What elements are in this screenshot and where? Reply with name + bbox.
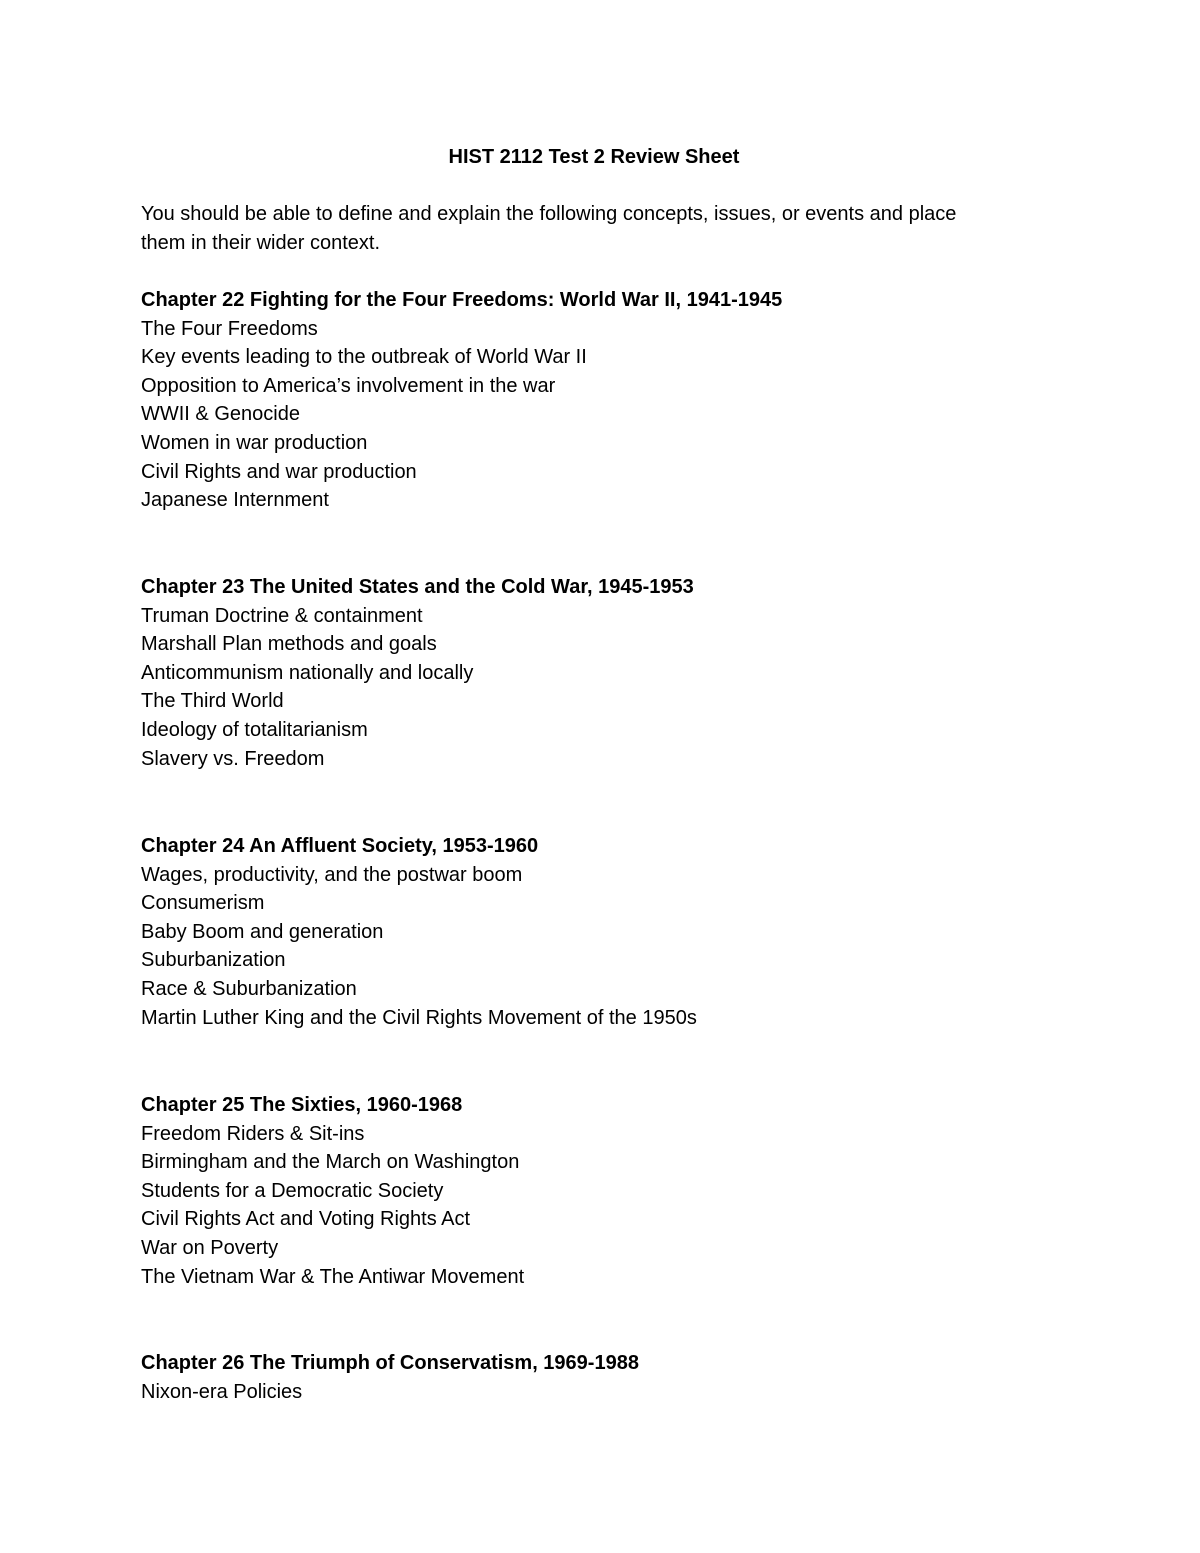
- list-item: Race & Suburbanization: [141, 977, 357, 1000]
- list-item: Women in war production: [141, 431, 368, 454]
- list-item: Martin Luther King and the Civil Rights Movement of the 1950s: [141, 1006, 697, 1029]
- chapter-26-section: [141, 1349, 1041, 1406]
- list-item: Marshall Plan methods and goals: [141, 633, 437, 656]
- chapter-heading: Chapter 24 An Affluent Society, 1953-1960: [141, 835, 539, 857]
- list-item: The Vietnam War & The Antiwar Movement: [141, 1265, 525, 1288]
- list-item: Japanese Internment: [141, 489, 329, 512]
- list-item: Freedom Riders & Sit-ins: [141, 1122, 365, 1145]
- list-item: Consumerism: [141, 892, 265, 915]
- list-item: Ideology of totalitarianism: [141, 718, 368, 741]
- list-item: Slavery vs. Freedom: [141, 747, 325, 770]
- chapter-25-section: [141, 1091, 1041, 1291]
- chapter-22-section: [141, 286, 1041, 515]
- list-item: Students for a Democratic Society: [141, 1179, 444, 1202]
- list-item: The Third World: [141, 690, 284, 713]
- chapter-23-section: [141, 573, 1041, 773]
- list-item: War on Poverty: [141, 1236, 279, 1259]
- intro-line: You should be able to define and explain the following concepts, issues, or events and place: [141, 203, 957, 225]
- chapter-heading: Chapter 23 The United States and the Cold War, 1945-1953: [141, 576, 694, 598]
- list-item: Baby Boom and generation: [141, 920, 384, 943]
- list-item: Key events leading to the outbreak of World War II: [141, 346, 587, 369]
- chapter-heading: Chapter 26 The Triumph of Conservatism, 1969-1988: [141, 1352, 639, 1374]
- chapter-heading: Chapter 22 Fighting for the Four Freedoms: World War II, 1941-1945: [141, 289, 783, 311]
- list-item: Anticommunism nationally and locally: [141, 661, 474, 684]
- list-item: Civil Rights Act and Voting Rights Act: [141, 1208, 471, 1231]
- list-item: The Four Freedoms: [141, 317, 318, 340]
- list-item: Nixon-era Policies: [141, 1380, 303, 1403]
- list-item: Suburbanization: [141, 949, 286, 972]
- chapter-24-section: [141, 832, 1041, 1032]
- chapter-heading: Chapter 25 The Sixties, 1960-1968: [141, 1094, 463, 1116]
- intro-paragraph: [141, 200, 1041, 257]
- list-item: Wages, productivity, and the postwar boom: [141, 863, 523, 886]
- list-item: Opposition to America’s involvement in the war: [141, 374, 556, 397]
- page-title: HIST 2112 Test 2 Review Sheet: [448, 146, 740, 168]
- list-item: WWII & Genocide: [141, 403, 300, 426]
- intro-line: them in their wider context.: [141, 231, 380, 254]
- list-item: Truman Doctrine & containment: [141, 604, 423, 627]
- list-item: Civil Rights and war production: [141, 460, 417, 483]
- list-item: Birmingham and the March on Washington: [141, 1151, 520, 1174]
